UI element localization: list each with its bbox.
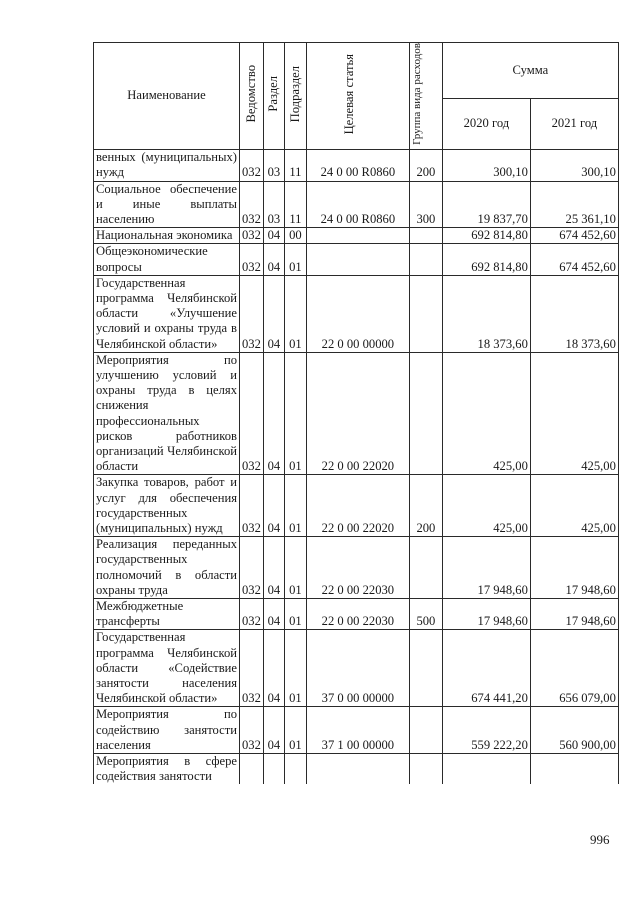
cell-name: венных (муниципальных) нужд bbox=[94, 150, 240, 181]
cell-s2020: 425,00 bbox=[442, 475, 530, 537]
budget-table bbox=[93, 42, 619, 784]
cell-s2020: 18 373,60 bbox=[442, 275, 530, 352]
cell-s2021: 560 900,00 bbox=[530, 707, 618, 754]
cell-ved: 032 bbox=[240, 244, 264, 275]
cell-cs: 24 0 00 R0860 bbox=[306, 150, 409, 181]
cell-raz: 04 bbox=[263, 352, 284, 475]
cell-ved: 032 bbox=[240, 599, 264, 630]
cell-raz bbox=[263, 754, 284, 785]
cell-cs: 22 0 00 22020 bbox=[306, 475, 409, 537]
header-podrazdel: Подраздел bbox=[287, 65, 302, 123]
cell-name: Мероприятия в сфере содействия занятости bbox=[94, 754, 240, 785]
cell-ved: 032 bbox=[240, 352, 264, 475]
table-row bbox=[94, 150, 619, 181]
page-number: 996 bbox=[590, 832, 610, 847]
cell-s2020: 425,00 bbox=[442, 352, 530, 475]
cell-s2021: 18 373,60 bbox=[530, 275, 618, 352]
cell-pod: 01 bbox=[284, 537, 306, 599]
cell-cs bbox=[306, 244, 409, 275]
cell-grp bbox=[409, 537, 442, 599]
cell-s2021: 425,00 bbox=[530, 475, 618, 537]
cell-grp bbox=[409, 707, 442, 754]
cell-pod: 01 bbox=[284, 707, 306, 754]
cell-pod: 00 bbox=[284, 228, 306, 244]
cell-s2021 bbox=[530, 754, 618, 785]
cell-s2020: 674 441,20 bbox=[442, 630, 530, 707]
cell-grp: 200 bbox=[409, 150, 442, 181]
cell-name: Мероприятия по содействию занятости населения bbox=[94, 707, 240, 754]
header-razdel: Раздел bbox=[266, 76, 281, 112]
cell-s2021: 17 948,60 bbox=[530, 537, 618, 599]
cell-s2021: 656 079,00 bbox=[530, 630, 618, 707]
table-row bbox=[94, 181, 619, 228]
table-row bbox=[94, 537, 619, 599]
cell-s2020: 19 837,70 bbox=[442, 181, 530, 228]
cell-s2021: 25 361,10 bbox=[530, 181, 618, 228]
cell-pod: 11 bbox=[284, 181, 306, 228]
table-body bbox=[94, 150, 619, 785]
table-row bbox=[94, 275, 619, 352]
header-summa: Сумма bbox=[442, 43, 618, 99]
cell-ved: 032 bbox=[240, 707, 264, 754]
cell-cs: 37 0 00 00000 bbox=[306, 630, 409, 707]
cell-grp bbox=[409, 630, 442, 707]
cell-raz: 03 bbox=[263, 181, 284, 228]
cell-raz: 04 bbox=[263, 275, 284, 352]
cell-grp bbox=[409, 754, 442, 785]
cell-name: Государственная программа Челябинской области «Содействие занятости населения Челябинской области» bbox=[94, 630, 240, 707]
cell-grp: 500 bbox=[409, 599, 442, 630]
table-row bbox=[94, 599, 619, 630]
cell-ved bbox=[240, 754, 264, 785]
cell-pod: 01 bbox=[284, 244, 306, 275]
cell-ved: 032 bbox=[240, 228, 264, 244]
table-row bbox=[94, 352, 619, 475]
cell-name: Межбюджетные трансферты bbox=[94, 599, 240, 630]
cell-s2020: 692 814,80 bbox=[442, 228, 530, 244]
cell-s2021: 674 452,60 bbox=[530, 244, 618, 275]
cell-s2021: 674 452,60 bbox=[530, 228, 618, 244]
cell-s2020: 559 222,20 bbox=[442, 707, 530, 754]
cell-name: Мероприятия по улучшению условий и охраны труда в целях снижения профессиональных рисков работников организаций Челябинской области bbox=[94, 352, 240, 475]
header-celevaya: Целевая статья bbox=[341, 53, 356, 135]
cell-s2020: 17 948,60 bbox=[442, 599, 530, 630]
cell-raz: 03 bbox=[263, 150, 284, 181]
cell-ved: 032 bbox=[240, 150, 264, 181]
cell-cs: 22 0 00 22020 bbox=[306, 352, 409, 475]
cell-ved: 032 bbox=[240, 275, 264, 352]
cell-ved: 032 bbox=[240, 537, 264, 599]
cell-raz: 04 bbox=[263, 244, 284, 275]
cell-s2020: 17 948,60 bbox=[442, 537, 530, 599]
cell-cs: 22 0 00 00000 bbox=[306, 275, 409, 352]
cell-grp: 300 bbox=[409, 181, 442, 228]
cell-cs: 37 1 00 00000 bbox=[306, 707, 409, 754]
cell-pod: 01 bbox=[284, 475, 306, 537]
cell-pod: 01 bbox=[284, 630, 306, 707]
table-row bbox=[94, 707, 619, 754]
cell-ved: 032 bbox=[240, 630, 264, 707]
cell-s2021: 425,00 bbox=[530, 352, 618, 475]
header-2020: 2020 год bbox=[442, 98, 530, 149]
cell-name: Государственная программа Челябинской области «Улучшение условий и охраны труда в Челябинской области» bbox=[94, 275, 240, 352]
cell-s2020: 692 814,80 bbox=[442, 244, 530, 275]
cell-grp: 200 bbox=[409, 475, 442, 537]
cell-cs: 22 0 00 22030 bbox=[306, 537, 409, 599]
cell-name: Социальное обеспечение и иные выплаты населению bbox=[94, 181, 240, 228]
cell-raz: 04 bbox=[263, 599, 284, 630]
cell-pod: 01 bbox=[284, 599, 306, 630]
cell-name: Реализация переданных государственных полномочий в области охраны труда bbox=[94, 537, 240, 599]
header-2021: 2021 год bbox=[530, 98, 618, 149]
header-gruppa: Группа вида расходов bbox=[410, 43, 423, 145]
cell-grp bbox=[409, 244, 442, 275]
cell-pod: 01 bbox=[284, 352, 306, 475]
cell-pod: 01 bbox=[284, 275, 306, 352]
cell-s2020 bbox=[442, 754, 530, 785]
cell-raz: 04 bbox=[263, 475, 284, 537]
cell-grp bbox=[409, 352, 442, 475]
table-row bbox=[94, 630, 619, 707]
header-vedomstvo: Ведомство bbox=[243, 65, 258, 123]
cell-grp bbox=[409, 275, 442, 352]
table-row bbox=[94, 754, 619, 785]
cell-raz: 04 bbox=[263, 228, 284, 244]
cell-cs bbox=[306, 228, 409, 244]
table-row bbox=[94, 228, 619, 244]
cell-cs: 22 0 00 22030 bbox=[306, 599, 409, 630]
cell-s2021: 17 948,60 bbox=[530, 599, 618, 630]
cell-raz: 04 bbox=[263, 707, 284, 754]
cell-name: Общеэкономические вопросы bbox=[94, 244, 240, 275]
cell-name: Национальная экономика bbox=[94, 228, 240, 244]
table-row bbox=[94, 475, 619, 537]
cell-cs: 24 0 00 R0860 bbox=[306, 181, 409, 228]
cell-pod: 11 bbox=[284, 150, 306, 181]
cell-ved: 032 bbox=[240, 475, 264, 537]
cell-name: Закупка товаров, работ и услуг для обеспечения государственных (муниципальных) нужд bbox=[94, 475, 240, 537]
cell-grp bbox=[409, 228, 442, 244]
table-row bbox=[94, 244, 619, 275]
cell-raz: 04 bbox=[263, 630, 284, 707]
cell-s2020: 300,10 bbox=[442, 150, 530, 181]
cell-cs bbox=[306, 754, 409, 785]
cell-s2021: 300,10 bbox=[530, 150, 618, 181]
cell-raz: 04 bbox=[263, 537, 284, 599]
cell-pod bbox=[284, 754, 306, 785]
header-name: Наименование bbox=[94, 43, 240, 150]
cell-ved: 032 bbox=[240, 181, 264, 228]
